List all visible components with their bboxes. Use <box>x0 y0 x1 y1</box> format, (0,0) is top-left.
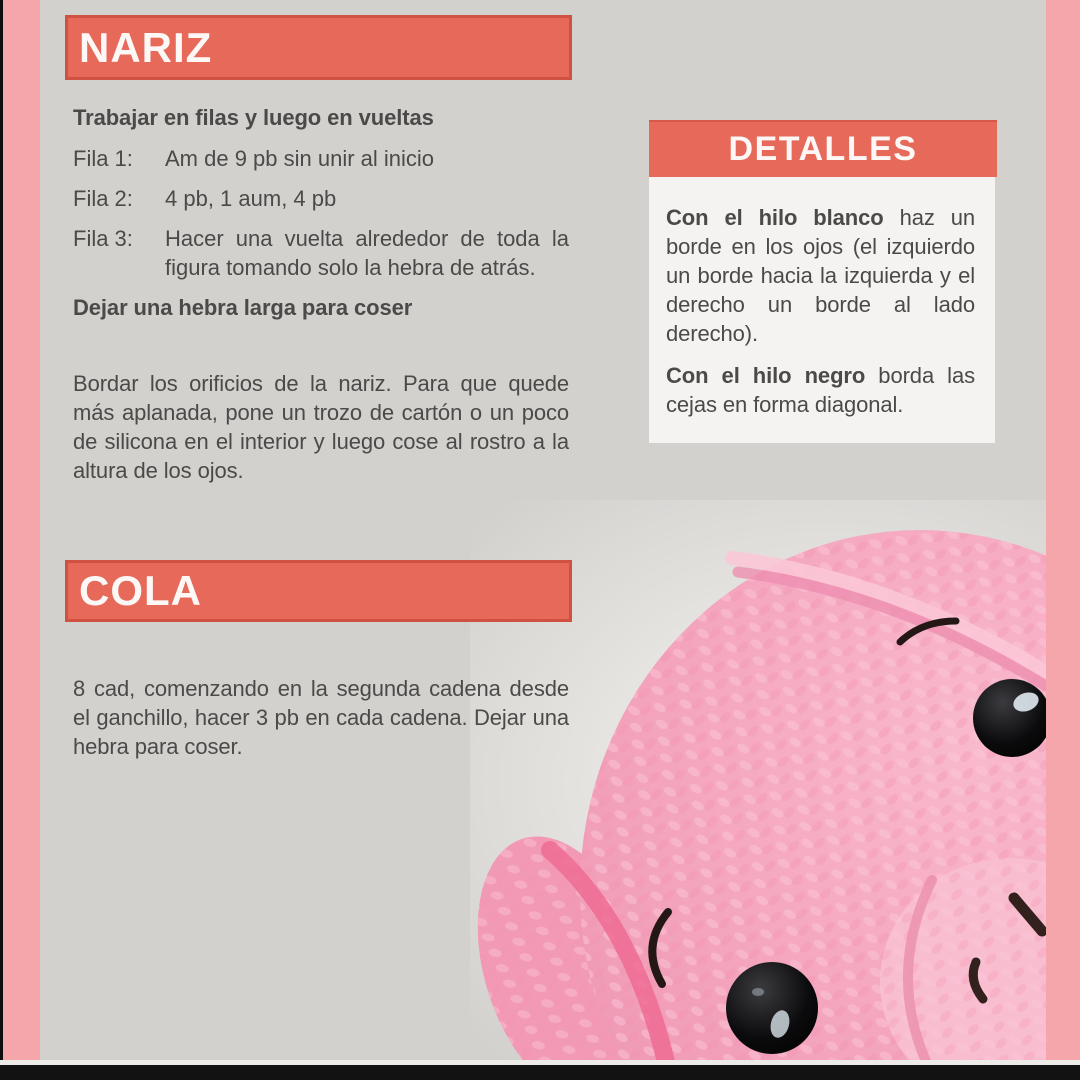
fila-2-text: 4 pb, 1 aum, 4 pb <box>165 186 337 211</box>
detalles-p1-rest: haz un borde en los ojos (el izquierdo un borde hacia la izquierda y el derecho un borde al lado derecho). <box>666 205 975 346</box>
fila-1-label: Fila 1: <box>73 146 133 171</box>
detalles-paragraph-2 <box>666 361 975 419</box>
right-pink-strip <box>1046 0 1080 1064</box>
detalles-title: DETALLES <box>728 130 918 168</box>
nariz-note-line: Dejar una hebra larga para coser <box>73 295 413 320</box>
bottom-black-bar <box>0 1065 1080 1080</box>
detalles-p2-rest: borda las cejas en forma diagonal. <box>666 363 975 417</box>
cola-paragraph: 8 cad, comenzando en la segunda cadena desde el ganchillo, hacer 3 pb en cada cadena. Dejar una hebra para coser. <box>73 676 569 759</box>
fila-1-row <box>73 144 569 173</box>
cola-section-header <box>65 560 572 622</box>
detalles-box <box>649 177 995 443</box>
nariz-intro-line: Trabajar en filas y luego en vueltas <box>73 105 434 130</box>
fila-1-text: Am de 9 pb sin unir al inicio <box>165 146 435 171</box>
detalles-p2-lead: Con el hilo negro <box>666 363 866 388</box>
fila-2-label: Fila 2: <box>73 186 133 211</box>
detalles-section-header <box>649 120 997 177</box>
nariz-title: NARIZ <box>79 23 213 71</box>
left-black-edge <box>0 0 3 1080</box>
left-pink-strip <box>3 0 40 1064</box>
detalles-paragraph-1 <box>666 203 975 348</box>
nariz-section-header <box>65 15 572 80</box>
fila-3-label: Fila 3: <box>73 226 133 251</box>
cola-title: COLA <box>79 567 202 614</box>
fila-2-row <box>73 184 569 213</box>
nariz-paragraph: Bordar los orificios de la nariz. Para que quede más aplanada, pone un trozo de cartón o un poco de silicona en el interior y luego cose al rostro a la altura de los ojos. <box>73 371 569 483</box>
fila-3-text: Hacer una vuelta alrededor de toda la figura tomando solo la hebra de atrás. <box>165 226 569 280</box>
detalles-p1-lead: Con el hilo blanco <box>666 205 884 230</box>
fila-3-row <box>73 224 569 282</box>
pig-left-eye <box>726 962 818 1054</box>
